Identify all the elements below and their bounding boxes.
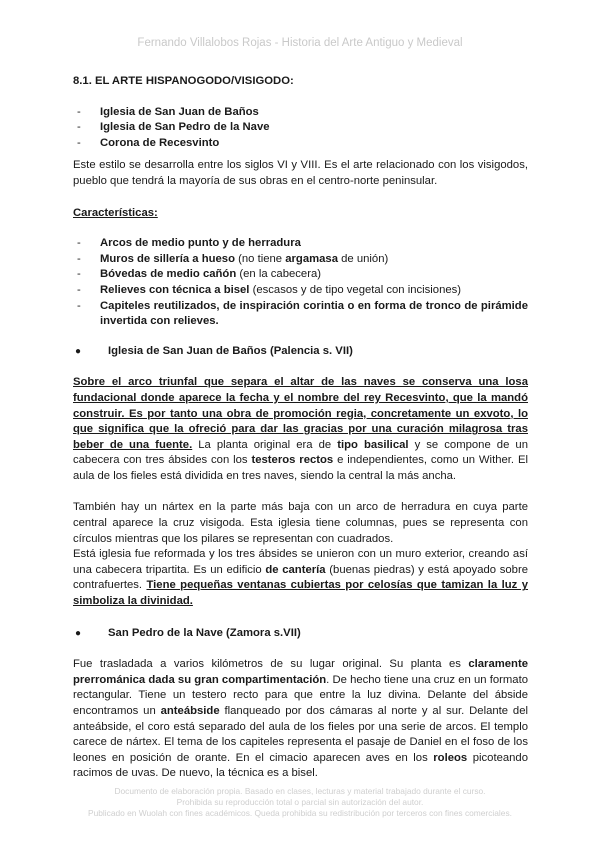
characteristics-list xyxy=(73,236,528,330)
list-item: - Muros de sillería a hueso (no tiene argamasa de unión) xyxy=(73,252,528,268)
bullet-icon: ● xyxy=(75,345,82,357)
page-footer-watermark xyxy=(0,786,600,819)
list-item: - Corona de Recesvinto xyxy=(73,136,528,152)
footer-line: Publicado en Wuolah con fines académicos. Queda prohibida su redistribución por terceros con fines comerciales. xyxy=(88,808,512,818)
list-item: - Relieves con técnica a bisel (escasos y de tipo vegetal con incisiones) xyxy=(73,283,528,299)
list-item: - Capiteles reutilizados, de inspiración corintia o en forma de tronco de pirámide invertida con relieves. xyxy=(73,299,528,330)
san-juan-paragraph-3: Está iglesia fue reformada y los tres ábsides se unieron con un muro exterior, creando así una cabecera tripartita. Es un edificio de cantería (buenas piedras) y está apoyado sobre contrafuertes. Tiene pequeñas ventanas cubiertas por celosías que tamizan la luz y simboliza la divinidad. xyxy=(73,548,528,608)
characteristics-heading: Características: xyxy=(73,206,158,219)
san-pedro-heading: ● San Pedro de la Nave (Zamora s.VII) xyxy=(73,626,528,642)
list-item: - Iglesia de San Pedro de la Nave xyxy=(73,120,528,136)
list-item: - Bóvedas de medio cañón (en la cabecera) xyxy=(73,267,528,283)
works-list xyxy=(73,105,528,152)
san-juan-paragraph-2: También hay un nártex en la parte más baja con un arco de herradura en cuya parte central aparece la cruz visigoda. Esta iglesia tiene columnas, pues se representa con círculos mientras que los pilares se representan con cuadrados. xyxy=(73,501,528,545)
list-item: - Arcos de medio punto y de herradura xyxy=(73,236,528,252)
san-pedro-paragraph: Fue trasladada a varios kilómetros de su lugar original. Su planta es claramente prerrománica dada su gran compartimentación. De hecho tiene una cruz en un formato rectangular. Tiene un testero recto para que entre la luz divina. Delante del ábside encontramos un anteábside flanqueado por dos cámaras al norte y al sur. Delante del anteábside, el coro está separado del aula de los fieles por una serie de arcos. El templo carece de nártex. El tema de los capiteles representa el pasaje de Daniel en el foso de los leones en posición de orante. En el cimacio aparecen aves en los roleos picoteando racimos de uvas. De nuevo, la técnica es a bisel. xyxy=(73,658,529,780)
footer-line: Prohibida su reproducción total o parcial sin autorización del autor. xyxy=(176,797,424,807)
san-juan-paragraph-1: Sobre el arco triunfal que separa el altar de las naves se conserva una losa fundacional donde aparece la fecha y el nombre del rey Recesvinto, que la mandó construir. Es por tanto una obra de promoción regia, concretamente un exvoto, lo que significa que la ofreció para dar las gracias por una curación milagrosa tras beber de una fuente. La planta original era de tipo basilical y se compone de un cabecera con tres ábsides con los testeros rectos e independientes, como un Wither. El aula de los fieles está dividida en tres naves, siendo la central la más ancha. xyxy=(73,376,528,482)
intro-paragraph: Este estilo se desarrolla entre los siglos VI y VIII. Es el arte relacionado con los visigodos, pueblo que tendrá la mayoría de sus obras en el centro-norte peninsular. xyxy=(73,159,528,187)
bullet-icon: ● xyxy=(75,627,82,639)
section-title: 8.1. EL ARTE HISPANOGODO/VISIGODO: xyxy=(73,75,294,87)
san-juan-heading: ● Iglesia de San Juan de Baños (Palencia s. VII) xyxy=(73,344,528,360)
document-body xyxy=(73,74,528,782)
page-header-watermark: Fernando Villalobos Rojas - Historia del Arte Antiguo y Medieval xyxy=(137,37,463,49)
list-item: - Iglesia de San Juan de Baños xyxy=(73,105,528,121)
footer-line: Documento de elaboración propia. Basado en clases, lecturas y material trabajado durante el curso. xyxy=(114,786,486,796)
